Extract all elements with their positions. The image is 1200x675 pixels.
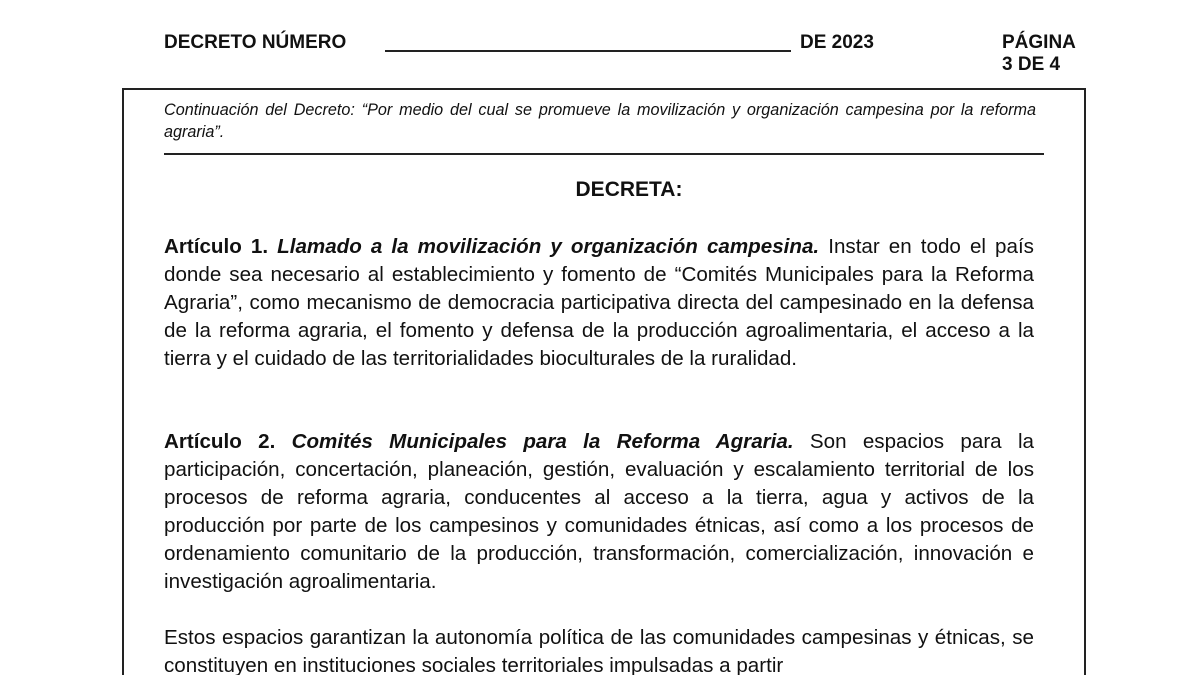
decreta-heading: DECRETA: — [575, 178, 683, 201]
decree-number-blank — [385, 28, 791, 52]
article-2-paragraph-2: Estos espacios garantizan la autonomía política de las comunidades campesinas y étnicas, se constituyen en instituciones sociales territoriales impulsadas a partir — [164, 626, 1034, 675]
article-2 — [164, 428, 1034, 596]
article-1-title: Llamado a la movilización y organización campesina. — [277, 235, 820, 258]
article-2-label: Artículo 2. — [164, 430, 276, 453]
continuation-text: Continuación del Decreto: “Por medio del cual se promueve la movilización y organización campesina por la reforma agraria”. — [164, 101, 1036, 141]
page-number-label: PÁGINA 3 DE 4 — [1002, 32, 1076, 75]
continuation-divider — [164, 153, 1044, 155]
decree-number-label: DECRETO NÚMERO — [164, 32, 347, 53]
article-1 — [164, 233, 1034, 373]
article-1-body: Instar en todo el país donde sea necesario al establecimiento y fomento de “Comités Municipales para la Reforma Agraria”, como mecanismo de democracia participativa directa del campesinado en la defensa de la reforma agraria, el fomento y defensa de la producción agroalimentaria, el acceso a la tierra y el cuidado de las territorialidades bioculturales de la ruralidad. — [164, 235, 1034, 370]
article-1-label: Artículo 1. — [164, 235, 269, 258]
decree-year-label: DE 2023 — [800, 32, 874, 53]
document-header — [164, 28, 1076, 75]
article-2-title: Comités Municipales para la Reforma Agraria. — [291, 430, 794, 453]
article-2-body: Son espacios para la participación, concertación, planeación, gestión, evaluación y escalamiento territorial de los procesos de reforma agraria, conducentes al acceso a la tierra, agua y activos de la producción por parte de los campesinos y comunidades étnicas, así como a los procesos de ordenamiento comunitario de la producción, transformación, comercialización, innovación e investigación agroalimentaria. — [164, 430, 1034, 593]
